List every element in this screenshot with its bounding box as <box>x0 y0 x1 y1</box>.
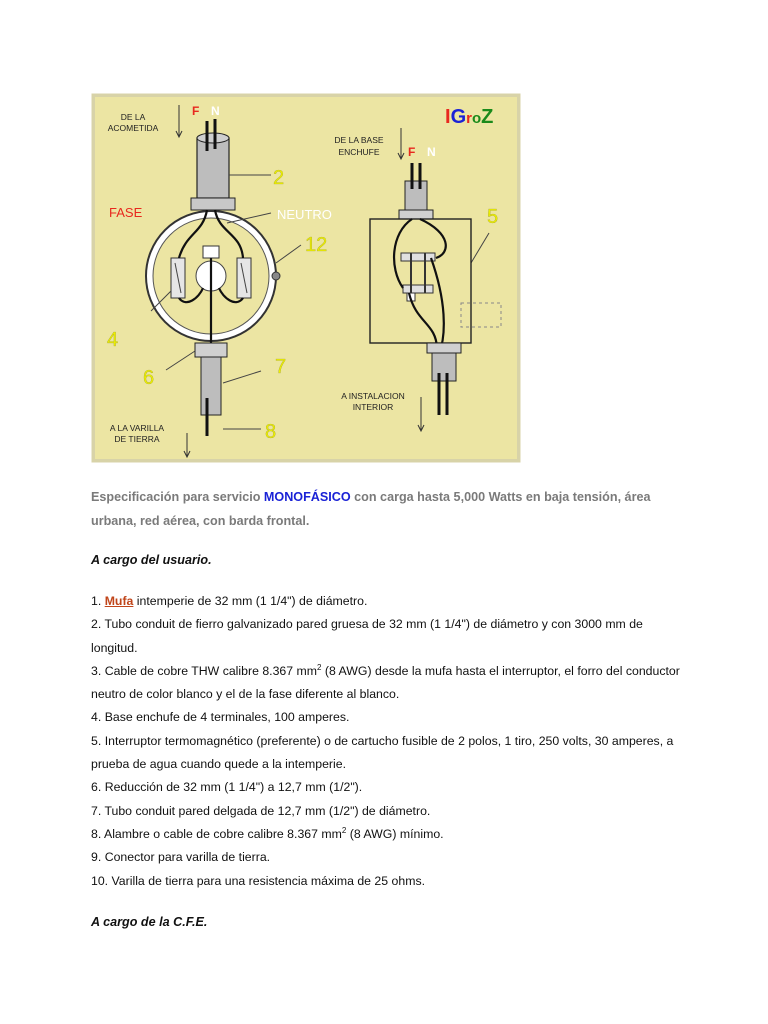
list-item: 10. Varilla de tierra para una resistencia máxima de 25 ohms. <box>91 873 426 888</box>
caption-highlight: MONOFÁSICO <box>263 490 351 504</box>
logo-letter-z: Z <box>481 106 494 128</box>
logo-letter-g: G <box>450 106 467 128</box>
label-neutro: NEUTRO <box>277 207 332 222</box>
callout-8: 8 <box>265 421 277 443</box>
switch-bottom-fitting <box>427 343 461 353</box>
list-item: 9. Conector para varilla de tierra. <box>91 850 271 865</box>
logo-letter-r: r <box>466 110 472 127</box>
conduit-top-pipe <box>197 138 229 198</box>
callout-2: 2 <box>273 167 285 189</box>
caption-before: Especificación para servicio <box>91 490 264 504</box>
list-item: 4. Base enchufe de 4 terminales, 100 amperes. <box>91 710 350 725</box>
materials-list <box>91 590 691 893</box>
list-item: 3. Cable de cobre THW calibre 8.367 $mm^2$ (8 AWG) desde la mufa hasta el interruptor, el forro del conductor neutro de color blanco y el de la fase diferente al blanco. <box>91 662 680 702</box>
list-item: 7. Tubo conduit pared delgada de 12,7 mm (1/2") de diámetro. <box>91 803 431 818</box>
meter-installation-diagram <box>91 93 521 463</box>
label-f-left: F <box>192 104 200 118</box>
logo-letter-i: I <box>445 106 451 128</box>
callout-12: 12 <box>305 234 328 256</box>
mufa-link[interactable]: Mufa <box>104 594 134 608</box>
conduit-top-opening <box>197 133 229 143</box>
label-f-right: F <box>408 145 416 159</box>
safety-switch-box <box>370 219 471 343</box>
svg-text:IGroZ <box>445 106 493 128</box>
conduit-bottom-pipe <box>201 357 221 415</box>
switch-bottom-pipe <box>432 353 456 381</box>
label-de-la-base-1: DE LA BASE <box>334 135 384 145</box>
label-fase: FASE <box>109 205 143 220</box>
label-n-left: N <box>211 104 220 118</box>
callout-5: 5 <box>487 206 499 228</box>
igroz-logo <box>445 106 493 128</box>
meter-seal <box>272 272 280 280</box>
label-a-instalacion-1: A INSTALACION <box>341 391 405 401</box>
label-de-la-acometida-2: ACOMETIDA <box>107 123 159 133</box>
callout-4: 4 <box>107 329 119 351</box>
logo-letter-o: o <box>471 110 482 127</box>
list-item: 8. Alambre o cable de cobre calibre 8.367 $mm^2$ (8 AWG) mínimo. <box>91 825 444 841</box>
list-item: 6. Reducción de 32 mm (1 1/4") a 12,7 mm (1/2"). <box>91 780 363 795</box>
caption-after: con carga hasta 5,000 Watts en baja tensión, área urbana, red aérea, con barda frontal. <box>91 490 651 528</box>
label-de-la-base-2: ENCHUFE <box>338 147 380 157</box>
reduction-fitting <box>195 343 227 357</box>
callout-7: 7 <box>275 356 287 378</box>
label-a-instalacion-2: INTERIOR <box>352 402 394 412</box>
figure-caption <box>91 485 681 533</box>
section-heading-user: A cargo del usuario. <box>91 553 212 567</box>
list-item: 1. Mufa intemperie de 32 mm (1 1/4") de diámetro. <box>91 594 368 608</box>
label-de-la-acometida-1: DE LA <box>120 112 146 122</box>
conduit-coupling <box>191 198 235 210</box>
label-a-la-varilla-2: DE TIERRA <box>114 434 160 444</box>
callout-6: 6 <box>143 367 155 389</box>
list-item: 5. Interruptor termomagnético (preferente) o de cartucho fusible de 2 polos, 1 tiro, 250 volts, 30 amperes, a prueba de agua cuando quede a la intemperie. <box>91 733 674 772</box>
section-heading-cfe: A cargo de la C.F.E. <box>91 915 208 929</box>
label-a-la-varilla-1: A LA VARILLA <box>109 423 165 433</box>
label-n-right: N <box>427 145 436 159</box>
list-item: 2. Tubo conduit de fierro galvanizado pared gruesa de 32 mm (1 1/4") de diámetro y con 3000 mm de longitud. <box>91 617 643 655</box>
